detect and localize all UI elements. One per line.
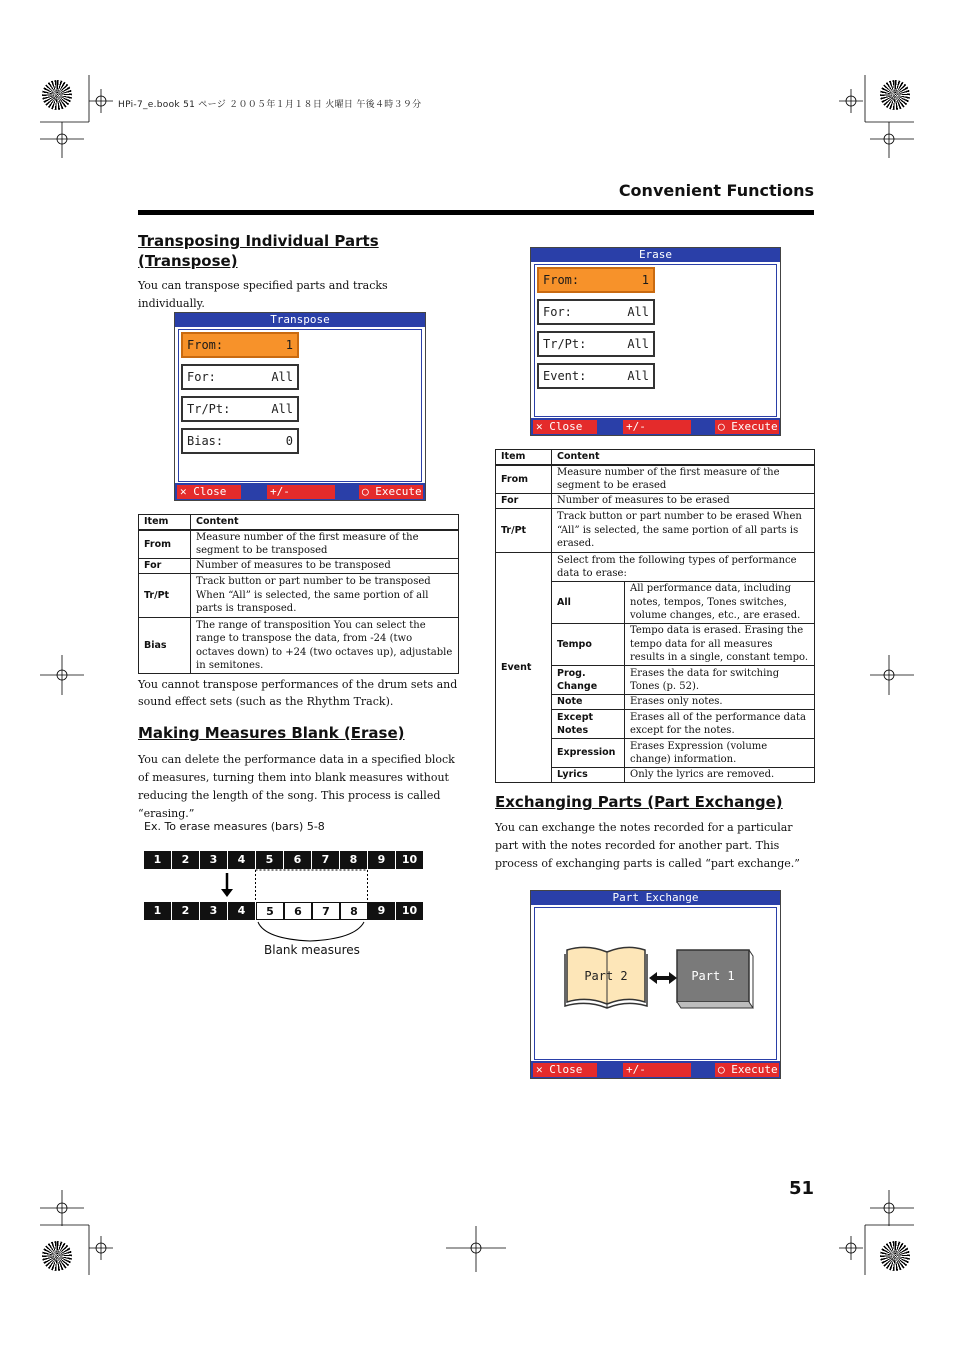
measure-cell: 2 <box>172 902 200 920</box>
table-subcell-item: Expression <box>552 739 625 768</box>
change-button[interactable]: +/- Change <box>267 485 335 499</box>
table-row <box>496 494 815 509</box>
example-caption: Ex. To erase measures (bars) 5-8 <box>144 820 325 833</box>
table-row <box>139 530 459 559</box>
part-exchange-graphic <box>535 908 778 1060</box>
part-exchange-screen <box>530 890 781 1090</box>
transpose-screen-body <box>178 329 422 482</box>
table-subcell-content: All performance data, including notes, tempos, Tones switches, volume changes, etc., are erased. <box>625 582 815 624</box>
table-cell-item: Bias <box>139 618 191 674</box>
section-title: Convenient Functions <box>618 181 814 200</box>
table-cell-item: Tr/Pt <box>496 509 552 553</box>
erase-event-field[interactable] <box>537 363 655 389</box>
field-value: 1 <box>285 338 293 352</box>
measure-cell: 1 <box>144 851 172 869</box>
field-label: From: <box>543 273 580 287</box>
transpose-bias-field[interactable] <box>181 428 299 454</box>
transpose-heading-line1: Transposing Individual Parts <box>138 232 379 250</box>
table-row <box>139 559 459 574</box>
measure-cell: 3 <box>200 902 228 920</box>
erase-button-bar <box>531 418 780 447</box>
transpose-for-field[interactable] <box>181 364 299 390</box>
page-number: 51 <box>788 1178 814 1199</box>
part-a-label: Part 2 <box>584 969 628 983</box>
execute-button[interactable]: ◯ Execute <box>359 485 423 499</box>
table-cell-item: From <box>496 465 552 494</box>
field-value: All <box>271 370 293 384</box>
field-value: All <box>271 402 293 416</box>
execute-button[interactable]: ◯ Execute <box>715 1063 779 1077</box>
table-subcell-content: Erases Expression (volume change) information. <box>625 739 815 768</box>
measure-cell: 5 <box>256 902 284 920</box>
table-row <box>496 553 815 582</box>
field-label: Tr/Pt: <box>187 402 231 416</box>
erase-for-field[interactable] <box>537 299 655 325</box>
erase-diagram-lines <box>140 865 430 955</box>
close-button[interactable]: ✕ Close <box>533 1063 597 1077</box>
erase-screen <box>530 247 781 447</box>
measure-cell: 2 <box>172 851 200 869</box>
table-cell-content: Number of measures to be transposed <box>191 559 459 574</box>
field-value: All <box>627 369 649 383</box>
field-label: For: <box>543 305 572 319</box>
header-rule <box>138 210 814 215</box>
table-header-content: Content <box>552 450 815 465</box>
close-button[interactable]: ✕ Close <box>533 420 597 434</box>
table-header-item: Item <box>496 450 552 465</box>
measure-cell: 10 <box>396 851 424 869</box>
field-label: From: <box>187 338 224 352</box>
erase-screen-body <box>534 264 777 417</box>
table-cell-item: For <box>496 494 552 509</box>
erase-from-field[interactable] <box>537 267 655 293</box>
table-subcell-content: Tempo data is erased. Erasing the tempo data for all measures results in a single, constant tempo. <box>625 624 815 666</box>
blank-measures-label: Blank measures <box>264 943 360 957</box>
table-subcell-item: Note <box>552 695 625 710</box>
measure-cell: 9 <box>368 902 396 920</box>
exchange-arrows-icon <box>649 972 677 984</box>
transpose-heading-line2: (Transpose) <box>138 252 238 270</box>
table-cell-content: Measure number of the first measure of the segment to be transposed <box>191 530 459 559</box>
table-subcell-item: Except Notes <box>552 710 625 739</box>
table-header-item: Item <box>139 515 191 530</box>
table-cell-item: From <box>139 530 191 559</box>
table-cell-content: Measure number of the first measure of the segment to be erased <box>552 465 815 494</box>
table-cell-content: Track button or part number to be erased When “All” is selected, the same portion of all parts is erased. <box>552 509 815 553</box>
table-subcell-content: Erases all of the performance data except for the notes. <box>625 710 815 739</box>
table-header-content: Content <box>191 515 459 530</box>
measure-cell: 4 <box>228 851 256 869</box>
transpose-button-bar <box>175 483 425 512</box>
table-cell-content: Number of measures to be erased <box>552 494 815 509</box>
table-subcell-content: Erases the data for switching Tones (p. 52). <box>625 666 815 695</box>
measure-cell: 7 <box>312 851 340 869</box>
transpose-heading <box>138 231 458 271</box>
measure-cell: 5 <box>256 851 284 869</box>
table-row <box>139 618 459 674</box>
transpose-intro: You can transpose specified parts and tracks individually. <box>138 279 388 310</box>
table-row <box>496 465 815 494</box>
execute-button[interactable]: ◯ Execute <box>715 420 779 434</box>
transpose-table <box>138 514 459 674</box>
field-value: 1 <box>641 273 649 287</box>
part-exchange-screen-title: Part Exchange <box>531 891 780 905</box>
field-value: All <box>627 337 649 351</box>
close-button[interactable]: ✕ Close <box>177 485 241 499</box>
transpose-trpt-field[interactable] <box>181 396 299 422</box>
measure-cell: 8 <box>340 851 368 869</box>
field-label: For: <box>187 370 216 384</box>
erase-intro: You can delete the performance data in a specified block of measures, turning them into blank measures without reducing the length of the song. This process is called “erasing.” <box>138 753 455 820</box>
part-b-label: Part 1 <box>691 969 735 983</box>
transpose-screen <box>174 312 426 512</box>
table-cell-content: Select from the following types of performance data to erase: <box>552 553 815 582</box>
erase-heading: Making Measures Blank (Erase) <box>138 724 405 742</box>
table-subcell-item: All <box>552 582 625 624</box>
erase-table <box>495 449 815 783</box>
exchange-heading: Exchanging Parts (Part Exchange) <box>495 793 783 811</box>
change-button[interactable]: +/- Change <box>623 420 691 434</box>
measure-cell: 1 <box>144 902 172 920</box>
print-header: HPi-7_e.book 51 ページ ２００５年１月１８日 火曜日 午後４時３９分 <box>118 100 422 110</box>
erase-trpt-field[interactable] <box>537 331 655 357</box>
field-value: 0 <box>285 434 293 448</box>
table-row <box>139 574 459 618</box>
table-cell-item: For <box>139 559 191 574</box>
part-exchange-screen-body <box>534 907 777 1060</box>
part-exchange-button-bar <box>531 1061 780 1090</box>
transpose-note: You cannot transpose performances of the drum sets and sound effect sets (such as the Rhythm Track). <box>138 678 458 708</box>
measure-cell: 4 <box>228 902 256 920</box>
erase-screen-title: Erase <box>531 248 780 262</box>
table-subcell-content: Erases only notes. <box>625 695 815 710</box>
measure-cell: 3 <box>200 851 228 869</box>
field-label: Tr/Pt: <box>543 337 587 351</box>
table-cell-content: Track button or part number to be transposed When “All” is selected, the same portion of all parts is transposed. <box>191 574 459 618</box>
exchange-intro: You can exchange the notes recorded for a particular part with the notes recorded for another part. This process of exchanging parts is called “part exchange.” <box>495 821 800 870</box>
field-label: Bias: <box>187 434 224 448</box>
measure-cell: 6 <box>284 902 312 920</box>
field-label: Event: <box>543 369 587 383</box>
measure-cell: 9 <box>368 851 396 869</box>
table-subcell-item: Lyrics <box>552 768 625 783</box>
measure-cell: 6 <box>284 851 312 869</box>
measure-cell: 8 <box>340 902 368 920</box>
table-cell-item: Event <box>496 553 552 783</box>
table-cell-content: The range of transposition You can select the range to transpose the data, from -24 (two octaves down) to +24 (two octaves up), adjustable in semitones. <box>191 618 459 674</box>
table-cell-item: Tr/Pt <box>139 574 191 618</box>
transpose-from-field[interactable] <box>181 332 299 358</box>
change-button[interactable]: +/- Change <box>623 1063 691 1077</box>
table-subcell-content: Only the lyrics are removed. <box>625 768 815 783</box>
measure-cell: 10 <box>396 902 424 920</box>
table-row <box>496 509 815 553</box>
measure-cell: 7 <box>312 902 340 920</box>
transpose-screen-title: Transpose <box>175 313 425 327</box>
field-value: All <box>627 305 649 319</box>
table-subcell-item: Prog. Change <box>552 666 625 695</box>
table-subcell-item: Tempo <box>552 624 625 666</box>
